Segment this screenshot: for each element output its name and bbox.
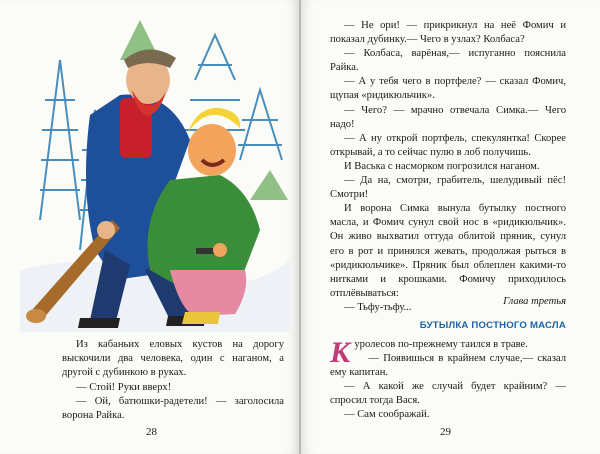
paragraph: — Не ори! — прикрикнул на неё Фомич и показал дубинку.— Чего в узлах? Колбаса? (330, 20, 566, 46)
paragraph: — Появишься в крайнем случае,— сказал ему капитан. (330, 353, 566, 379)
page-number-left: 28 (146, 426, 157, 438)
paragraph: И ворона Симка вынула бутылку постного масла, и Фомич сунул свой нос в «ридикюльчик». Он живо выхватил оттуда облитой пряник, сунул его в рот и принялся жевать, продолжая рыться в «ридикюльчике». Пряник был облеплен какими-то нитками и крошками. Фомичу приходилось отплёвываться: (330, 203, 566, 299)
paragraph: — Стой! Руки вверх! (76, 381, 172, 393)
paragraph: — Чего? — мрачно отвечала Симка.— Чего надо! (330, 104, 566, 130)
chapter-title: БУТЫЛКА ПОСТНОГО МАСЛА (419, 320, 566, 331)
chapter-number: Глава третья (503, 296, 566, 307)
chapter-first-text: уролесов по-прежнему таился в траве. (354, 339, 528, 350)
paragraph: Из кабаньих еловых кустов на дорогу выскочили два человека, один с наганом, а другой с дубинкою в руках. (62, 339, 284, 379)
paragraph: — Ой, батюшки-радетели! — заголосила ворона Райка. (62, 395, 284, 422)
paragraph: — Колбаса, варёная,— испуганно пояснила Райка. (330, 48, 566, 74)
chapter-body (330, 338, 566, 423)
right-page-text (330, 19, 566, 315)
paragraph: — А ну открой портфель, спекулянтка! Скорее открывай, а то сейчас пулю в лоб получишь. (330, 132, 566, 158)
paragraph: — А какой же случай будет крайним? — спросил тогда Вася. (330, 381, 566, 407)
page-number-right: 29 (440, 426, 451, 438)
paragraph: — Сам соображай. (344, 409, 430, 421)
left-page (0, 0, 299, 454)
left-page-text (62, 338, 284, 423)
drop-cap: К (330, 336, 351, 369)
paragraph: — А у тебя чего в портфеле? — сказал Фомич, щупая «ридикюльчик». (330, 76, 566, 102)
paragraph: И Васька с насморком погрозился наганом. (344, 160, 540, 172)
paragraph: — Да на, смотри, грабитель, шелудивый пёс! Смотри! (330, 175, 566, 201)
illustration-robbers (20, 20, 290, 332)
paragraph: — Тьфу-тьфу... (344, 301, 412, 313)
